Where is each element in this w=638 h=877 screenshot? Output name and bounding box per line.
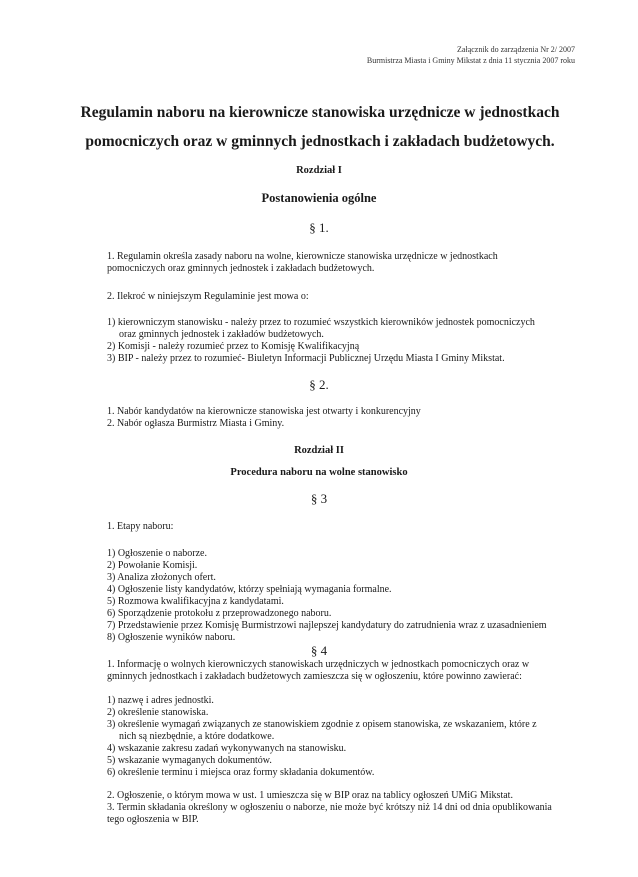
s1-paragraph-2: 2. Ilekroć w niniejszym Regulaminie jest mowa o: bbox=[107, 291, 309, 302]
section-3-heading: § 3 bbox=[310, 491, 328, 506]
final-2: 3. Termin składania określony w ogłoszeniu o naborze, nie może być krótszy niż 14 dni od dnia opublikowania bbox=[107, 802, 552, 813]
content-5: 5) wskazanie wymaganych dokumentów. bbox=[107, 755, 272, 766]
content-3: 3) określenie wymagań związanych ze stanowiskiem zgodnie z opisem stanowiska, ze wskazaniem, które z bbox=[107, 719, 537, 730]
step-4: 4) Ogłoszenie listy kandydatów, którzy spełniają wymagania formalne. bbox=[107, 584, 392, 595]
step-5: 5) Rozmowa kwalifikacyjna z kandydatami. bbox=[107, 596, 284, 607]
section-4-heading: § 4 bbox=[310, 643, 328, 658]
section-1-heading: § 1. bbox=[309, 220, 329, 235]
attachment-header bbox=[367, 44, 575, 66]
section-2-heading: § 2. bbox=[309, 377, 329, 392]
s4-intro-line-1: 1. Informację o wolnych kierowniczych stanowiskach urzędniczych w jednostkach pomocniczych oraz w bbox=[107, 659, 530, 670]
definition-2: 2) Komisji - należy rozumieć przez to Komisję Kwalifikacyjną bbox=[107, 341, 360, 352]
final-2-cont: tego ogłoszenia w BIP. bbox=[107, 814, 199, 825]
content-2: 2) określenie stanowiska. bbox=[107, 707, 209, 718]
s3-etapy: 1. Etapy naboru: bbox=[107, 521, 174, 532]
definition-3: 3) BIP - należy przez to rozumieć- Biuletyn Informacji Publicznej Urzędu Miasta I Gminy Mikstat. bbox=[107, 353, 505, 364]
step-7: 7) Przedstawienie przez Komisję Burmistrzowi najlepszej kandydatury do zatrudnienia wraz z uzasadnieniem bbox=[107, 620, 547, 631]
s4-intro-line-2: gminnych jednostkach i zakładach budżetowych zamieszcza się w ogłoszeniu, które powinno zawierać: bbox=[107, 671, 522, 682]
chapter-2-title: Procedura naboru na wolne stanowisko bbox=[230, 467, 408, 478]
chapter-1-label: Rozdział I bbox=[296, 165, 342, 176]
final-1: 2. Ogłoszenie, o którym mowa w ust. 1 umieszcza się w BIP oraz na tablicy ogłoszeń UMiG Mikstat. bbox=[107, 790, 513, 801]
content-6: 6) określenie terminu i miejsca oraz formy składania dokumentów. bbox=[107, 767, 375, 778]
s2-line-2: 2. Nabór ogłasza Burmistrz Miasta i Gminy. bbox=[107, 418, 285, 429]
document-title bbox=[60, 98, 580, 156]
definition-1-cont: oraz gminnych jednostek i zakładów budżetowych. bbox=[119, 329, 324, 340]
content-1: 1) nazwę i adres jednostki. bbox=[107, 695, 214, 706]
step-1: 1) Ogłoszenie o naborze. bbox=[107, 548, 207, 559]
chapter-1-title: Postanowienia ogólne bbox=[261, 191, 377, 205]
s1-paragraph-1-line-1: 1. Regulamin określa zasady naboru na wolne, kierownicze stanowiska urzędnicze w jednostkach bbox=[107, 251, 498, 262]
title-line-2: pomocniczych oraz w gminnych jednostkach i zakładach budżetowych. bbox=[85, 133, 555, 150]
title-line-1: Regulamin naboru na kierownicze stanowiska urzędnicze w jednostkach bbox=[80, 104, 560, 121]
header-line-2: Burmistrza Miasta i Gminy Mikstat z dnia 11 stycznia 2007 roku bbox=[366, 56, 575, 65]
definition-1: 1) kierowniczym stanowisku - należy przez to rozumieć wszystkich kierowników jednostek pomocniczych bbox=[107, 317, 535, 328]
chapter-2-label: Rozdział II bbox=[294, 445, 344, 456]
content-4: 4) wskazanie zakresu zadań wykonywanych na stanowisku. bbox=[107, 743, 347, 754]
s2-line-1: 1. Nabór kandydatów na kierownicze stanowiska jest otwarty i konkurencyjny bbox=[107, 406, 421, 417]
s1-paragraph-1-line-2: pomocniczych oraz gminnych jednostek i zakładach budżetowych. bbox=[107, 263, 375, 274]
step-6: 6) Sporządzenie protokołu z przeprowadzonego naboru. bbox=[107, 608, 332, 619]
step-3: 3) Analiza złożonych ofert. bbox=[107, 572, 216, 583]
step-2: 2) Powołanie Komisji. bbox=[107, 560, 198, 571]
header-line-1: Załącznik do zarządzenia Nr 2/ 2007 bbox=[457, 45, 575, 54]
content-3-cont: nich są niezbędnie, a które dodatkowe. bbox=[119, 731, 275, 742]
step-8: 8) Ogłoszenie wyników naboru. bbox=[107, 632, 236, 643]
